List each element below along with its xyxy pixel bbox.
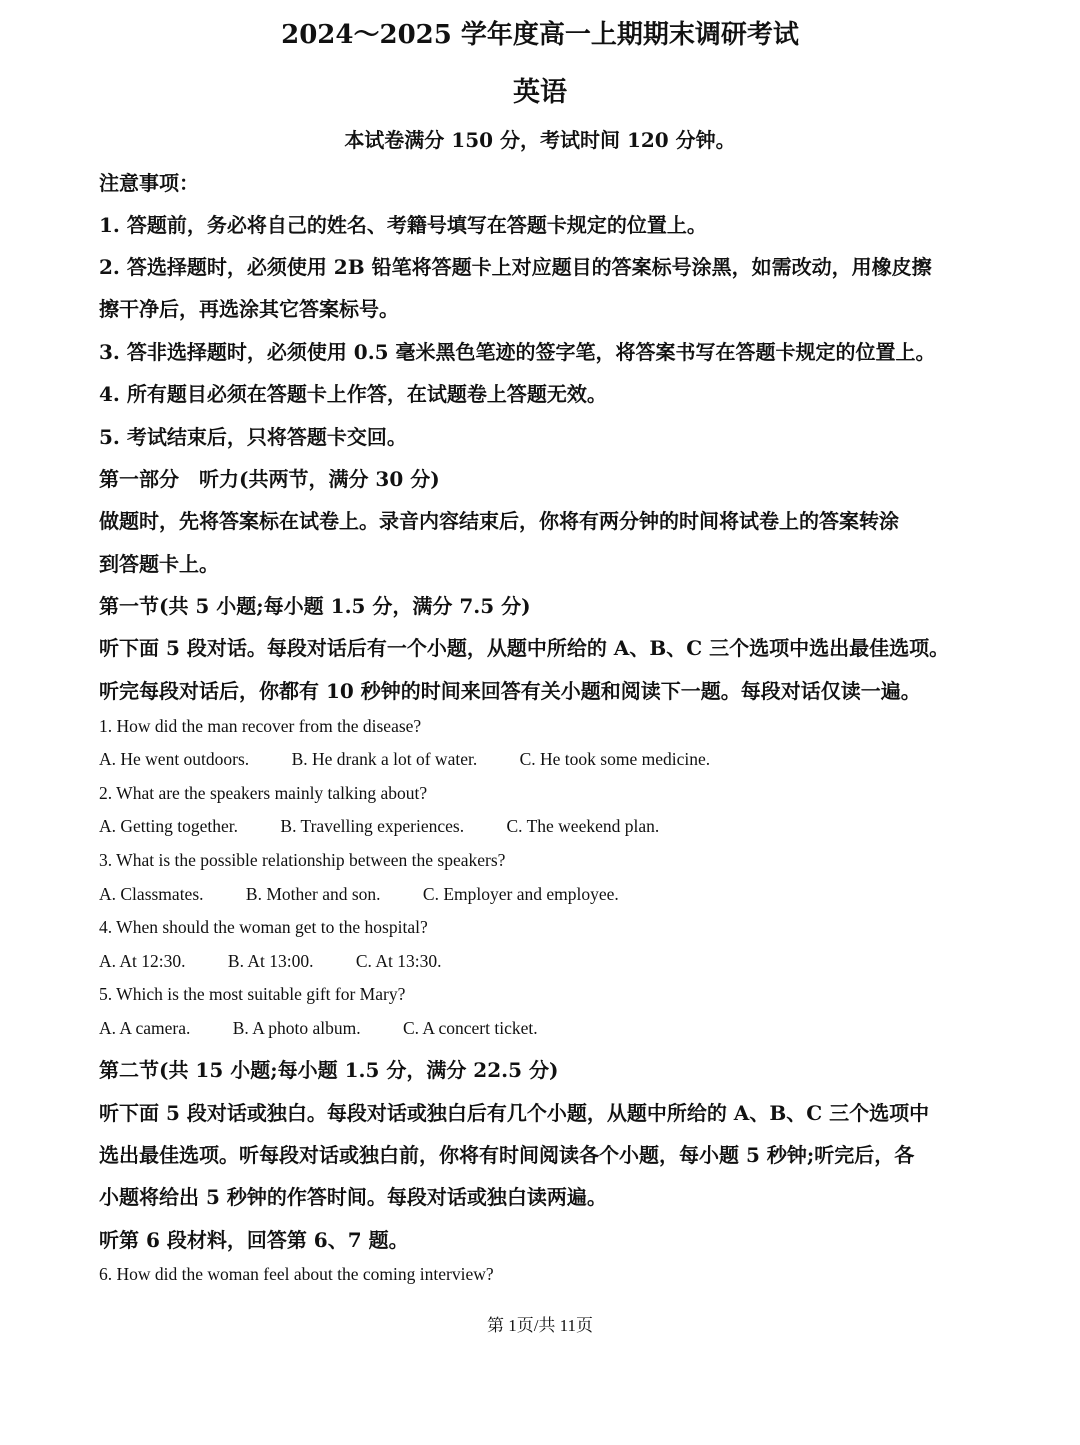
section2-instruction: 选出最佳选项。听每段对话或独白前，你将有时间阅读各个小题，每小题 5 秒钟;听完后，各 (99, 1143, 915, 1167)
note-item: 5. 考试结束后，只将答题卡交回。 (99, 425, 407, 449)
part1-instruction: 做题时，先将答案标在试卷上。录音内容结束后，你将有两分钟的时间将试卷上的答案转涂 (99, 509, 899, 533)
part1-instruction: 到答题卡上。 (99, 552, 219, 576)
question-stem: 3. What is the possible relationship between the speakers? (99, 850, 506, 870)
question-options (99, 816, 659, 837)
option-b: B. A photo album. (232, 1018, 361, 1038)
note-item: 擦干净后，再选涂其它答案标号。 (99, 297, 399, 321)
note-item: 1. 答题前，务必将自己的姓名、考籍号填写在答题卡规定的位置上。 (99, 213, 707, 237)
option-a: A. Getting together. (99, 816, 239, 836)
section2-heading: 第二节(共 15 小题;每小题 1.5 分，满分 22.5 分) (99, 1058, 559, 1082)
option-b: B. At 13:00. (227, 951, 314, 971)
material-heading: 听第 6 段材料，回答第 6、7 题。 (99, 1228, 409, 1252)
note-item: 2. 答选择题时，必须使用 2B 铅笔将答题卡上对应题目的答案标号涂黑，如需改动，用橡皮擦 (99, 255, 932, 279)
question-stem: 1. How did the man recover from the disease? (99, 716, 422, 736)
question-stem: 6. How did the woman feel about the coming interview? (99, 1264, 494, 1284)
question-stem: 2. What are the speakers mainly talking about? (99, 783, 428, 803)
question-stem: 5. Which is the most suitable gift for Mary? (99, 984, 406, 1004)
question-options (99, 951, 441, 972)
option-c: C. He took some medicine. (519, 749, 711, 769)
option-a: A. At 12:30. (99, 951, 186, 971)
section1-instruction: 听完每段对话后，你都有 10 秒钟的时间来回答有关小题和阅读下一题。每段对话仅读一遍。 (99, 679, 921, 703)
question-options (99, 884, 619, 905)
section2-instruction: 小题将给出 5 秒钟的作答时间。每段对话或独白读两遍。 (99, 1185, 607, 1209)
question-options (99, 1018, 538, 1039)
subject-title: 英语 (513, 77, 567, 108)
note-item: 4. 所有题目必须在答题卡上作答，在试题卷上答题无效。 (99, 382, 607, 406)
option-b: B. Travelling experiences. (280, 816, 465, 836)
option-c: C. The weekend plan. (506, 816, 660, 836)
section2-instruction: 听下面 5 段对话或独白。每段对话或独白后有几个小题，从题中所给的 A、B、C 三个选项中 (99, 1101, 930, 1125)
notes-heading: 注意事项： (99, 171, 199, 195)
exam-title: 2024～2025 学年度高一上期期末调研考试 (281, 20, 799, 50)
option-b: B. He drank a lot of water. (291, 749, 478, 769)
section1-heading: 第一节(共 5 小题;每小题 1.5 分，满分 7.5 分) (99, 594, 531, 618)
option-c: C. A concert ticket. (402, 1018, 538, 1038)
option-c: C. At 13:30. (355, 951, 442, 971)
option-b: B. Mother and son. (245, 884, 381, 904)
option-c: C. Employer and employee. (422, 884, 619, 904)
exam-info: 本试卷满分 150 分，考试时间 120 分钟。 (344, 128, 736, 152)
note-item: 3. 答非选择题时，必须使用 0.5 毫米黑色笔迹的签字笔，将答案书写在答题卡规定的位置上。 (99, 340, 936, 364)
option-a: A. He went outdoors. (99, 749, 250, 769)
section1-instruction: 听下面 5 段对话。每段对话后有一个小题，从题中所给的 A、B、C 三个选项中选出最佳选项。 (99, 636, 950, 660)
part1-heading: 第一部分 听力(共两节，满分 30 分) (99, 467, 440, 491)
page-indicator: 第 1页/共 11页 (486, 1316, 594, 1335)
option-a: A. Classmates. (99, 884, 204, 904)
question-stem: 4. When should the woman get to the hospital? (99, 917, 428, 937)
question-options (99, 749, 710, 770)
option-a: A. A camera. (99, 1018, 191, 1038)
